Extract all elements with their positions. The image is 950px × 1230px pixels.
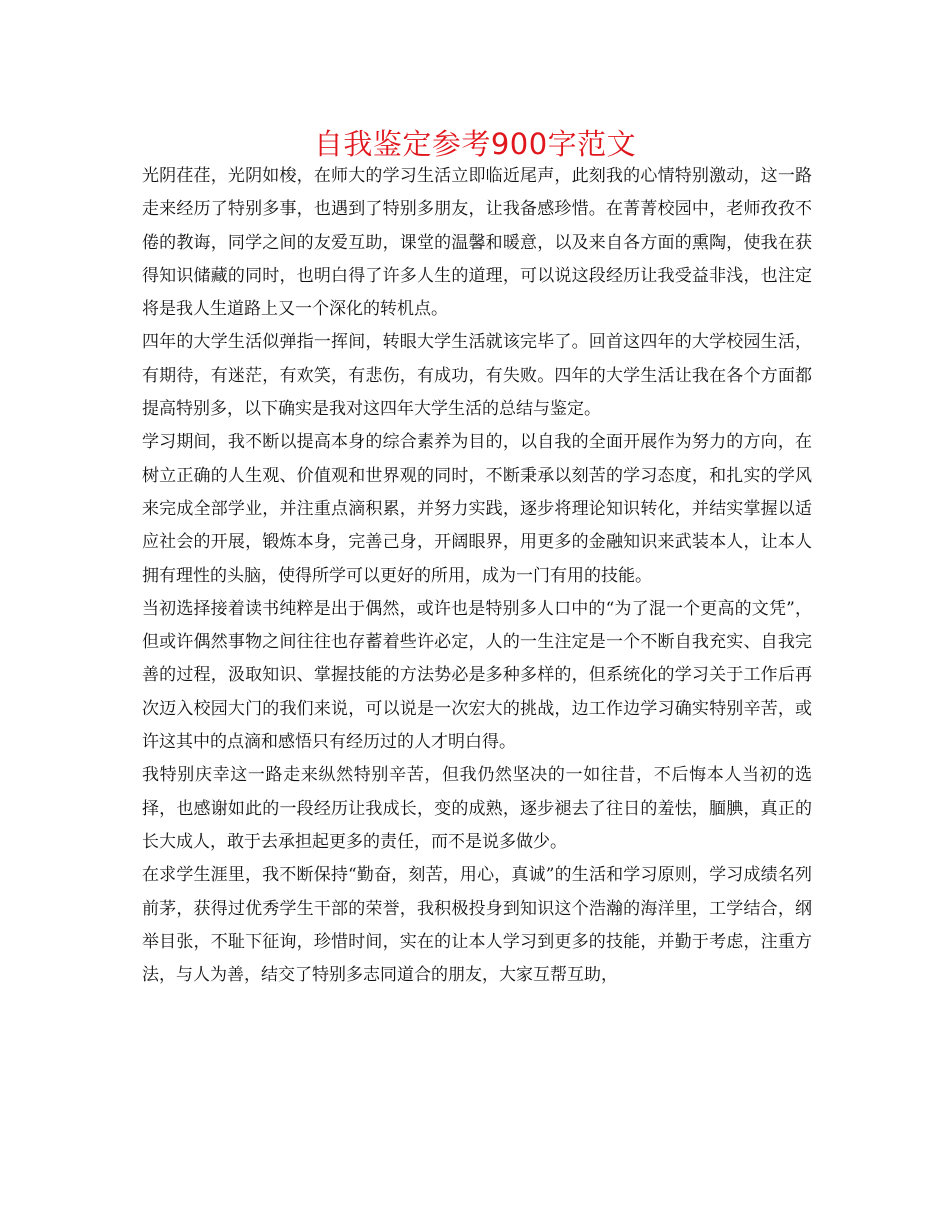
paragraph-6: 在求学生涯里，我不断保持“勤奋，刻苦，用心，真诚”的生活和学习原则，学习成绩名列前茅，获得过优秀学生干部的荣誉，我积极投身到知识这个浩瀚的海洋里，工学结合，纲举目张，不耻下征询，珍惜时间，实在的让本人学习到更多的技能，并勤于考虑，注重方法，与人为善，结交了特别多志同道合的朋友，大家互帮互助，	[142, 865, 812, 986]
document-title: 自我鉴定参考900字范文	[313, 127, 637, 161]
paragraph-2: 四年的大学生活似弹指一挥间，转眼大学生活就该完毕了。回首这四年的大学校园生活，有期待，有迷茫，有欢笑，有悲伤，有成功，有失败。四年的大学生活让我在各个方面都提高特别多，以下确实是我对这四年大学生活的总结与鉴定。	[142, 332, 812, 420]
paragraph-5: 我特别庆幸这一路走来纵然特别辛苦，但我仍然坚决的一如往昔，不后悔本人当初的选择，也感谢如此的一段经历让我成长，变的成熟，逐步褪去了往日的羞怯，腼腆，真正的长大成人，敢于去承担起更多的责任，而不是说多做少。	[142, 765, 812, 852]
paragraph-4: 当初选择接着读书纯粹是出于偶然，或许也是特别多人口中的“为了混一个更高的文凭”，但或许偶然事物之间往往也存蓄着些许必定，人的一生注定是一个不断自我充实、自我完善的过程，汲取知识、掌握技能的方法势必是多种多样的，但系统化的学习关于工作后再次迈入校园大门的我们来说，可以说是一次宏大的挑战，边工作边学习确实特别辛苦，或许这其中的点滴和感悟只有经历过的人才明白得。	[142, 598, 812, 753]
document-body	[142, 160, 812, 992]
paragraph-3: 学习期间，我不断以提高本身的综合素养为目的，以自我的全面开展作为努力的方向，在树立正确的人生观、价值观和世界观的同时，不断秉承以刻苦的学习态度，和扎实的学风来完成全部学业，并注重点滴积累，并努力实践，逐步将理论知识转化，并结实掌握以适应社会的开展，锻炼本身，完善己身，开阔眼界，用更多的金融知识来武装本人，让本人拥有理性的头脑，使得所学可以更好的所用，成为一门有用的技能。	[142, 432, 812, 586]
paragraph-1: 光阴荏荏，光阴如梭，在师大的学习生活立即临近尾声，此刻我的心情特别激动，这一路走来经历了特别多事，也遇到了特别多朋友，让我备感珍惜。在菁菁校园中，老师孜孜不倦的教诲，同学之间的友爱互助，课堂的温馨和暖意，以及来自各方面的熏陶，使我在获得知识储藏的同时，也明白得了许多人生的道理，可以说这段经历让我受益非浅，也注定将是我人生道路上又一个深化的转机点。	[142, 166, 812, 320]
